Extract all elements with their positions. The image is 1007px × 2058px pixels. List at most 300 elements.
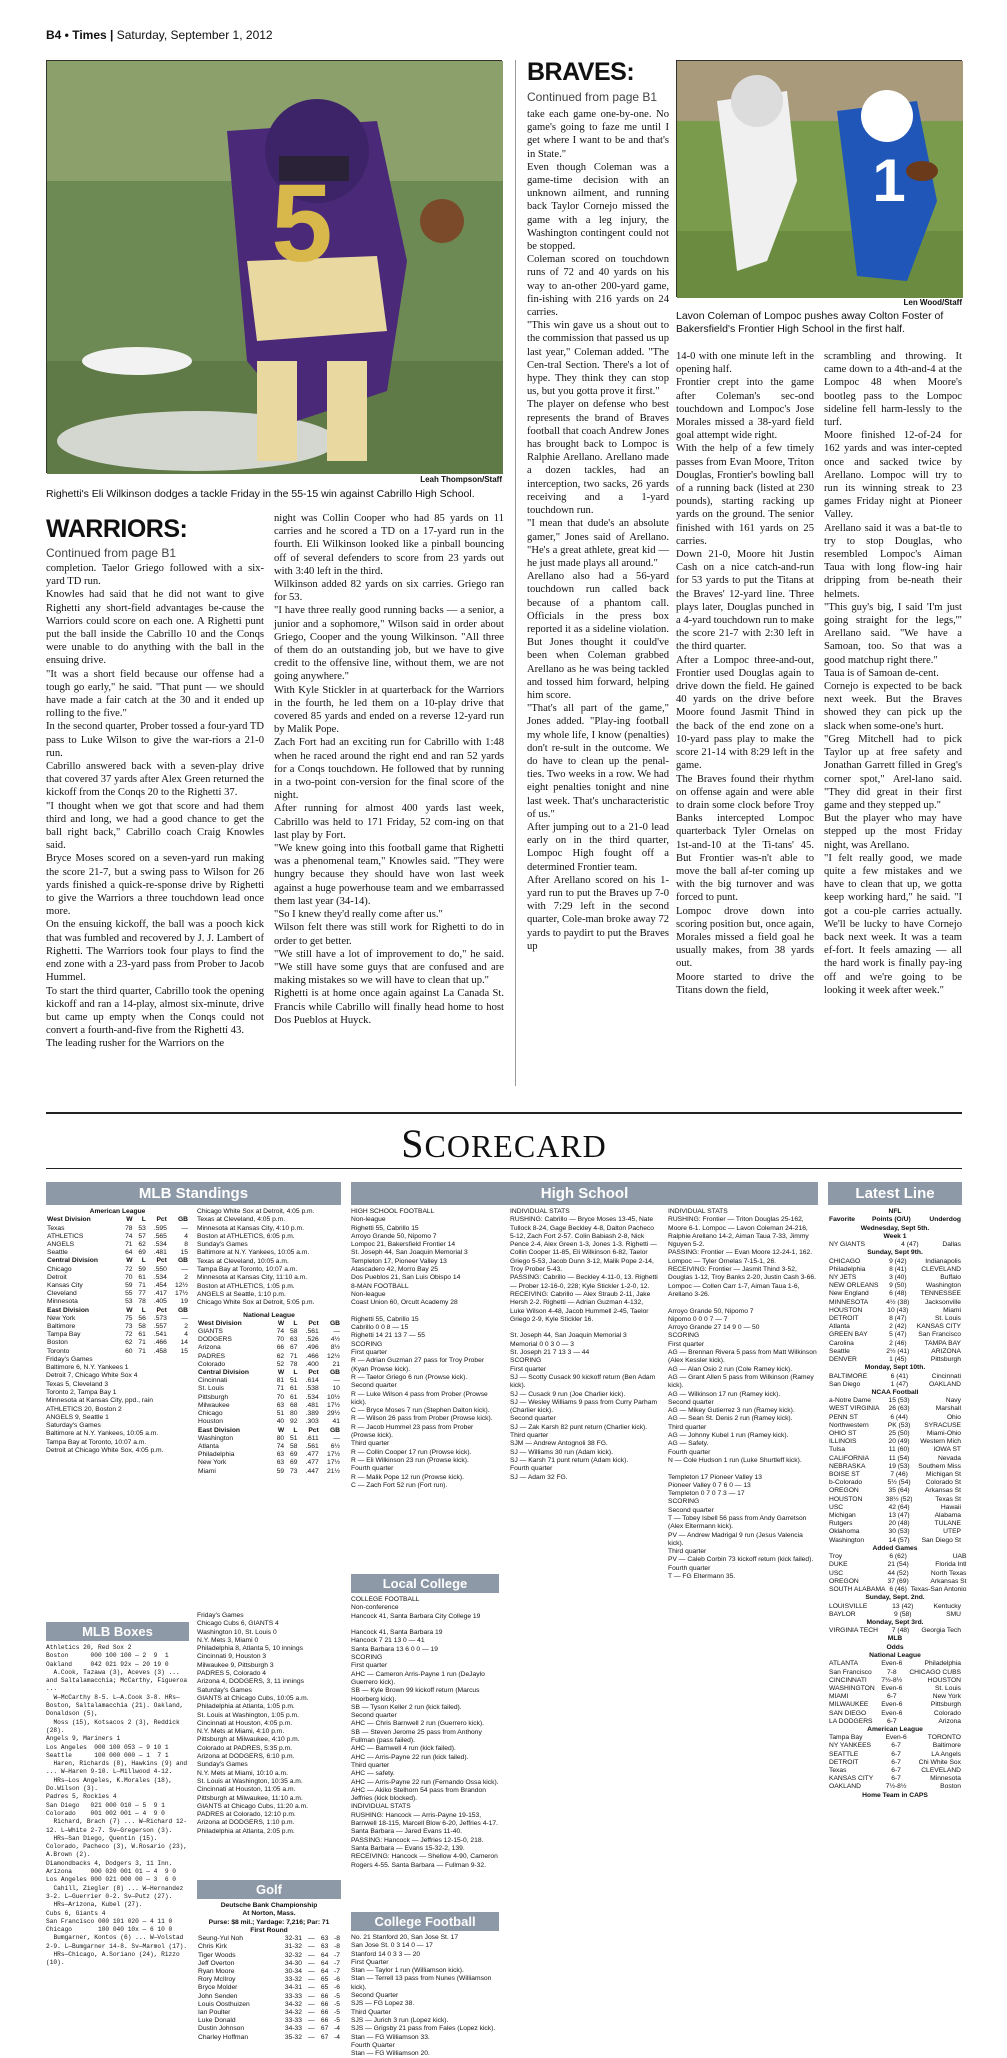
standings-row (46, 1282, 189, 1290)
standings-value: 63 (276, 1401, 285, 1409)
golf-leaderboard (197, 1935, 341, 2042)
points: 4½ (38) (886, 1298, 910, 1306)
golf-row (197, 1935, 341, 1943)
team-name: Arizona (198, 1344, 221, 1352)
underdog: San Diego St (921, 1536, 961, 1544)
standings-value: 92 (290, 1418, 298, 1426)
home-team-note: Home Team in CAPS (862, 1791, 928, 1799)
golfer-name: Rory McIlroy (198, 1976, 236, 1984)
standings-row (46, 1225, 189, 1233)
points: 19 (53) (888, 1462, 910, 1470)
odds-row (828, 1430, 962, 1438)
standings-value: 55 (125, 1290, 133, 1298)
standings-value: 80 (290, 1410, 298, 1418)
golfer-name: Bryce Molder (198, 1984, 238, 1992)
standings-value: 21 (332, 1360, 340, 1368)
golfer-name: Ian Poulter (198, 2009, 231, 2017)
underdog: Pittsburgh (930, 1701, 961, 1709)
points: 5 (47) (889, 1331, 907, 1339)
standings-value: .466 (153, 1339, 167, 1347)
favorite: New England (829, 1290, 869, 1298)
favorite: NY YANKEES (829, 1742, 872, 1750)
standings-row (197, 1418, 341, 1426)
favorite: CINCINNATI (829, 1676, 867, 1684)
college-football-text: No. 21 Stanford 20, San Jose St. 17 San Jose St. 0 3 14 0 — 17 Stanford 14 0 3 3 — 20 First Quarter Stan — Taylor 1 run (Williamson kick). Stan — Terrell 13 pass from Nunes (Williamson kick). Second Quarter SJS — FG Lopez 38. Third Quarter SJS — Jurich 3 run (Lopez kick). SJS — Grigsby 21 pass from Fales (Lopez kick). Stan — FG Williamson 33. Fourth Quarter Stan — FG Williamson 20. (351, 1934, 496, 2058)
odds-row (828, 1783, 962, 1791)
standings-value: 80 (276, 1434, 285, 1442)
golf-score: 30-34 (284, 1968, 302, 1975)
favorite: MINNESOTA (829, 1298, 869, 1306)
standings-value: .400 (305, 1360, 319, 1368)
division-name: Central Division (198, 1369, 249, 1377)
standings-value: 17½ (326, 1459, 340, 1467)
standings-value: 73 (125, 1322, 133, 1330)
golf-score: -7 (334, 1959, 340, 1967)
standings-row (197, 1459, 341, 1467)
standings-value: .389 (305, 1410, 319, 1418)
points: 14 (57) (888, 1536, 910, 1544)
points: PK (53) (887, 1421, 911, 1429)
golf-score: 33-33 (284, 1992, 302, 2000)
football-runner-photo (677, 61, 963, 298)
odds-group-title: Sunday, Sept 9th. (867, 1249, 923, 1257)
column-header: W (277, 1319, 285, 1327)
favorite: DUKE (829, 1561, 848, 1569)
odds-row (828, 1405, 962, 1413)
warriors-jump-line: Continued from page B1 (46, 546, 177, 560)
golf-score: 34-33 (284, 2025, 302, 2033)
favorite: DETROIT (829, 1758, 859, 1766)
standings-value: 78 (290, 1360, 298, 1368)
underdog: Boston (940, 1783, 961, 1791)
favorite: NEW ORLEANS (829, 1282, 879, 1290)
team-name: PADRES (198, 1352, 226, 1360)
standings-value: 63 (276, 1451, 285, 1459)
standings-row (197, 1435, 341, 1443)
standings-value: 61 (138, 1273, 146, 1281)
standings-row (197, 1443, 341, 1451)
standings-value: .481 (305, 1401, 319, 1409)
points: 8 (47) (889, 1315, 907, 1323)
mlb-boxes-panel (46, 1622, 189, 1641)
team-name: Cleveland (47, 1290, 77, 1298)
points: 38½ (52) (885, 1495, 913, 1503)
favorite: San Francisco (829, 1668, 872, 1676)
standings-row (197, 1361, 341, 1369)
odds-row (828, 1710, 962, 1718)
golf-score: 34-32 (284, 2000, 302, 2008)
column-header: GB (329, 1426, 340, 1434)
golf-score: -5 (334, 2009, 340, 2017)
standings-value: 74 (276, 1442, 285, 1450)
standings-value: 61 (138, 1331, 146, 1339)
standings-value: 71 (276, 1385, 285, 1393)
favorite: LOUISVILLE (829, 1602, 868, 1610)
standings-value: 17½ (174, 1290, 188, 1298)
points: 13 (47) (888, 1512, 910, 1520)
hs-col-2: INDIVIDUAL STATS RUSHING: Cabrillo — Bryce Moses 13-45, Nate Tullock 8-24, Gage Beckley 4-8, Dalton Pacheco 5-12, Zach Fort 2-57. Colin Babiash 2-8, Nick Pence 2-4, Alex Green 1-3, Jones 1-3. Righetti — Collin Cooper 11-85, Eli Wilkinson 6-82, Taelor Griego 5-53, Jacob Dunn 3-12, Malik Pope 2-14, Troy Prober 5-43. PASSING: Cabrillo — Beckley 4-11-0, 13. Righetti — Prober 12-16-0, 228; Kyle Stickler 1-2-0, 12. RECEIVING: Cabrillo — Alex Straub 2-11, Jake Hersh 2-2. Righetti — Adrian Guzman 4-132, Luke Wilson 4-48, Jacob Hummell 2-45, Taelor Griego 2-9, Kyle Stickler 16. St. Joseph 44, San Joaquin Memorial 3 Memorial 0 0 3 0 — 3 St. Joseph 21 7 13 3 — 44 SCORING First quarter SJ — Scotty Cusack 90 kickoff return (Ben Adam kick). SJ — Cusack 9 run (Joe Charlier kick). SJ — Wesley Williams 9 pass from Curry Parham (Charlier kick). Second quarter SJ — Zak Karsh 82 punt return (Charlier kick). Third quarter SJM — Andrew Antognoli 38 FG. SJ — Williams 30 run (Adam kick). SJ — Karsh 71 punt return (Adam kick). Fourth quarter SJ — Adam 32 FG. (510, 1208, 658, 1481)
golf-score: -5 (334, 2000, 340, 2008)
team-name: Milwaukee (198, 1401, 230, 1409)
standings-row (197, 1385, 341, 1393)
points: 37 (69) (887, 1577, 909, 1585)
standings-value: .561 (305, 1328, 319, 1336)
standings-value: 60 (125, 1347, 133, 1355)
favorite: BAYLOR (829, 1610, 856, 1618)
football-player-photo (47, 61, 503, 474)
golf-row (197, 1984, 341, 1992)
golf-score: 65 (320, 1976, 329, 1984)
odds-row (828, 1258, 962, 1266)
jersey-number: 5 (271, 162, 333, 285)
golf-score: 34-32 (284, 2009, 302, 2017)
golf-header: Golf (197, 1880, 341, 1899)
team-name: DODGERS (198, 1336, 232, 1344)
points: 6-7 (891, 1767, 901, 1775)
standings-value: .477 (305, 1451, 319, 1459)
points: Even-6 (881, 1701, 903, 1709)
standings-value: 77 (138, 1290, 146, 1298)
standings-value: .526 (305, 1336, 319, 1344)
column-header: W (277, 1369, 285, 1377)
standings-value: .458 (153, 1347, 167, 1355)
standings-value: .550 (153, 1265, 167, 1273)
team-name: Tampa Bay (47, 1331, 81, 1339)
odds-row (828, 1348, 962, 1356)
points: 25 (50) (888, 1430, 910, 1438)
standings-value: 61 (290, 1393, 298, 1401)
column-header: GB (329, 1369, 340, 1377)
favorite: CALIFORNIA (829, 1454, 870, 1462)
underdog: New York (932, 1693, 961, 1701)
points: 1 (45) (889, 1356, 907, 1364)
golf-row (197, 2034, 341, 2042)
odds-row (828, 1315, 962, 1323)
odds-row (828, 1340, 962, 1348)
favorite: LA DODGERS (829, 1717, 873, 1725)
standings-value: 51 (276, 1410, 285, 1418)
standings-value: 71 (125, 1240, 133, 1248)
team-name: Washington (198, 1434, 234, 1442)
golf-score: 66 (320, 2000, 329, 2008)
al-standings-table (46, 1216, 189, 1355)
underdog: Washington (925, 1282, 961, 1290)
points: 1 (47) (890, 1380, 909, 1388)
mlb-box-scores (46, 1644, 189, 2024)
standings-value: 4 (184, 1331, 188, 1339)
favorite: HOUSTON (829, 1495, 863, 1503)
braves-body-col-3: scrambling and throwing. It came down to a 4th-and-4 at the Lompoc 48 when Moore's bootleg pass to the Lompoc sideline fell harm-lessly to the turf. Moore finished 12-of-24 for 162 yards and was inter-cepted once and sacked twice by Arellano. Lompoc will try to run its winning streak to 23 games Friday night at Pioneer Valley. Arellano said it was a bat-tle to try to stop Douglas, who resembled Lompoc's Aiman Taua with long flow-ing hair dripping from be-neath their helmets. "This guy's big, I said 'I'm just going straight for the legs,'" Arellano said. "We have a Samoan, too. So that was a good matchup right there." Taua is of Samoan de-cent. Cornejo is expected to be back next week. But the Braves showed they can pick up the slack when some-one's hurt. "Greg Mitchell had to pick Taylor up at free safety and Jonathan Garrett filled in Greg's corner spot," Arel-lano said. "They did great in their first game and they stepped up." But the player who may have stepped up the most Friday night, was Arellano. "I felt really good, we made quite a few mistakes and we have to clean that up, we gotta keep working hard," he said. "I got a cou-ple carries actually. We'll be lucky to have Cornejo back next week. It was a team ef-fort. It feels amazing — all the hard work is finally pay-ing off and we're going to be looking it week after week." (824, 351, 962, 996)
standings-value: .565 (153, 1232, 167, 1240)
odds-row (828, 1241, 962, 1249)
golf-score: -4 (334, 2033, 340, 2041)
nfl-label: NFL (888, 1208, 902, 1215)
golf-score: 64 (320, 1959, 329, 1967)
favorite: SOUTH ALABAMA (829, 1586, 886, 1593)
odds-row (828, 1718, 962, 1726)
underdog: Florida Intl (935, 1561, 967, 1569)
column-header: L (293, 1369, 298, 1377)
underdog: Jacksonville (924, 1298, 961, 1306)
favorite: GREEN BAY (829, 1331, 868, 1339)
odds-row (828, 1290, 962, 1298)
team-name: Kansas City (47, 1281, 83, 1289)
underdog: Texas-San Antonio (910, 1586, 967, 1593)
standings-row (197, 1394, 341, 1402)
standings-value: 2 (184, 1273, 188, 1281)
golf-score: — (307, 2000, 315, 2008)
golf-score: -5 (334, 1992, 340, 2000)
standings-value: 70 (125, 1273, 133, 1281)
points: 7½-8½ (881, 1676, 903, 1684)
division-name: West Division (47, 1216, 91, 1224)
team-name: ATHLETICS (47, 1232, 84, 1240)
nl-results (197, 1612, 341, 1877)
standings-value: 71 (138, 1339, 146, 1347)
favorite: Troy (829, 1553, 843, 1561)
standings-value: 10 (332, 1385, 340, 1393)
standings-value: 70 (276, 1336, 285, 1344)
underdog: Michigan St (926, 1471, 961, 1479)
golf-score: -4 (334, 2025, 340, 2033)
points: 6-7 (886, 1693, 897, 1701)
golf-score: 67 (320, 2025, 329, 2033)
points: 35 (64) (888, 1487, 910, 1495)
standings-value: 56 (138, 1314, 146, 1322)
high-school-panel (351, 1182, 818, 1205)
favorite: SAN DIEGO (829, 1709, 867, 1717)
underdog: TULANE (934, 1520, 961, 1528)
standings-row (46, 1315, 189, 1323)
team-name: Atlanta (198, 1442, 219, 1450)
standings-row (46, 1290, 189, 1298)
odds-row (828, 1455, 962, 1463)
favorite: Texas (829, 1767, 847, 1775)
local-college-header: Local College (351, 1574, 499, 1593)
favorite: HOUSTON (829, 1306, 863, 1314)
favorite: Oklahoma (829, 1528, 860, 1536)
scorecard-title: SCORECARD (401, 1121, 607, 1166)
mlb-odds-title: MLB (887, 1635, 903, 1643)
standings-value: 62 (138, 1240, 146, 1248)
standings-row (46, 1249, 189, 1257)
favorite: Seattle (829, 1347, 850, 1355)
latest-line-panel (828, 1182, 962, 1205)
page-number: B4 (46, 28, 62, 42)
favorite: USC (829, 1569, 844, 1577)
standings-value: 74 (125, 1232, 133, 1240)
column-header: GB (177, 1257, 188, 1265)
standings-value: 63 (290, 1336, 298, 1344)
page-folio: B4 • Times | Saturday, September 1, 2012 (46, 28, 273, 42)
golf-row (197, 1976, 341, 1984)
standings-value: 12½ (174, 1281, 188, 1289)
division-header (197, 1369, 341, 1377)
favorite: BALTIMORE (829, 1372, 868, 1380)
standings-value: 8 (184, 1240, 188, 1248)
points: 2 (46) (889, 1339, 907, 1347)
odds-row (828, 1414, 962, 1422)
favorite: San Diego (829, 1380, 861, 1388)
points: 3 (40) (889, 1274, 907, 1281)
standings-value: .417 (153, 1290, 167, 1298)
al-standings (46, 1208, 189, 1618)
standings-value: .447 (305, 1467, 319, 1475)
points: 7 (46) (890, 1471, 908, 1479)
team-name: New York (47, 1314, 76, 1322)
golf-score: 35-32 (284, 2033, 302, 2041)
team-name: Chicago (198, 1410, 223, 1418)
underdog: Texas St (935, 1495, 961, 1503)
points: 20 (49) (888, 1438, 910, 1446)
golf-row (197, 1952, 341, 1960)
standings-row (46, 1339, 189, 1347)
standings-value: .477 (305, 1459, 319, 1467)
standings-value: 52 (276, 1360, 285, 1368)
golf-row (197, 1943, 341, 1951)
odds-row (828, 1685, 962, 1693)
underdog: UAB (952, 1553, 967, 1561)
standings-value: .534 (153, 1240, 167, 1248)
standings-value: 4 (184, 1232, 188, 1240)
standings-value: .454 (153, 1281, 167, 1289)
standings-value: 71 (290, 1352, 298, 1360)
odds-row (828, 1266, 962, 1274)
standings-value: 8½ (330, 1344, 340, 1352)
underdog: SMU (946, 1610, 961, 1618)
odds-row (828, 1356, 962, 1364)
points: 6 (48) (889, 1290, 907, 1298)
hs-col-1: HIGH SCHOOL FOOTBALL Non-league Righetti 55, Cabrillo 15 Arroyo Grande 50, Nipomo 7 Lompoc 21, Bakersfield Frontier 14 St. Joseph 44, San Joaquin Memorial 3 Templeton 17, Pioneer Valley 13 Atascadero 42, Morro Bay 25 Dos Pueblos 21, San Luis Obispo 14 8-MAN FOOTBALL Non-league Coast Union 60, Orcutt Academy 28 Righetti 55, Cabrillo 15 Cabrillo 0 0 8 — 15 Righetti 14 21 13 7 — 55 SCORING First quarter R — Adrian Guzman 27 pass for Troy Prober (Kyan Prowse kick). R — Taelor Griego 6 run (Prowse kick). Second quarter R — Luke Wilson 4 pass from Prober (Prowse kick). C — Bryce Moses 7 run (Stephen Dalton kick). R — Wilson 26 pass from Prober (Prowse kick). R — Jacob Hummel 23 pass from Prober (Prowse kick). Third quarter R — Collin Cooper 17 run (Prowse kick). R — Eli Wilkinson 23 run (Prowse kick). Fourth quarter R — Malik Pope 12 run (Prowse kick). C — Zach Fort 52 run (Fort run). (351, 1208, 493, 1489)
odds-row (828, 1578, 967, 1586)
odds-row (828, 1504, 962, 1512)
golf-score: 33-32 (284, 1976, 302, 1984)
odds-row (828, 1734, 962, 1742)
golf-event-location: At Norton, Mass. (242, 1910, 296, 1918)
standings-value: 59 (138, 1265, 146, 1273)
standings-value: — (181, 1265, 188, 1273)
scorecard-bottom-rule (46, 1168, 962, 1169)
golf-score: 34-31 (284, 1984, 302, 1992)
standings-value: 66 (276, 1344, 285, 1352)
photo-cutline-right: Lavon Coleman of Lompoc pushes away Colton Foster of Bakersfield's Frontier High School in the first half. (676, 310, 944, 335)
underdog: KANSAS CITY (916, 1323, 961, 1331)
underdog: Nevada (937, 1454, 961, 1462)
underdog: IOWA ST (933, 1446, 961, 1454)
favorite: NEBRASKA (829, 1462, 866, 1470)
golf-row (197, 2001, 341, 2009)
runner-jersey-number: 1 (872, 147, 906, 214)
odds-row (828, 1299, 962, 1307)
points: 9 (58) (894, 1610, 912, 1618)
column-header: Pct (308, 1426, 319, 1434)
standings-row (46, 1331, 189, 1339)
team-name: New York (198, 1459, 227, 1467)
standings-value: 21½ (326, 1467, 340, 1475)
team-name: Pittsburgh (198, 1393, 229, 1401)
favorite: SEATTLE (829, 1750, 859, 1758)
division-header (197, 1427, 341, 1435)
standings-value: 19 (180, 1298, 188, 1306)
points: Even-6 (881, 1660, 903, 1668)
standings-value: .557 (153, 1322, 167, 1330)
odds-table (828, 1660, 962, 1726)
standings-value: 62 (276, 1352, 285, 1360)
odds-table (828, 1241, 962, 1249)
golf-score: 64 (320, 1951, 329, 1959)
points: 44 (52) (887, 1569, 909, 1577)
column-header: L (141, 1257, 146, 1265)
golf-score: 31-32 (284, 1943, 302, 1951)
golf-score: -8 (334, 1943, 340, 1951)
points: Even-6 (881, 1709, 903, 1717)
monday-title: Monday, Sept 3rd. (866, 1618, 924, 1626)
favorite: USC (829, 1503, 844, 1511)
odds-row (828, 1603, 962, 1611)
golf-row (197, 2017, 341, 2025)
standings-value: 58 (290, 1328, 298, 1336)
odds-group-title: Wednesday, Sept 5th. (860, 1224, 930, 1232)
points: Even-6 (885, 1734, 907, 1742)
standings-value: .561 (305, 1442, 319, 1450)
column-header: Pct (156, 1257, 167, 1265)
scorecard-top-rule (46, 1112, 962, 1114)
golf-score: -7 (334, 1951, 340, 1959)
odds-row (828, 1553, 967, 1561)
underdog: Philadelphia (924, 1660, 961, 1668)
favorite: OHIO ST (829, 1430, 857, 1438)
odds-row (828, 1693, 962, 1701)
odds-row (828, 1627, 962, 1635)
odds-table (828, 1734, 962, 1791)
standings-value: 64 (125, 1249, 133, 1257)
underdog: Arizona (938, 1717, 961, 1725)
underdog: Hawaii (940, 1503, 961, 1511)
golf-score: -5 (334, 2017, 340, 2025)
team-name: Baltimore (47, 1322, 76, 1330)
standings-value: 69 (290, 1451, 298, 1459)
golf-score: 66 (320, 2009, 329, 2017)
odds-row (828, 1422, 962, 1430)
standings-value: 78 (138, 1298, 146, 1306)
standings-value: — (333, 1377, 340, 1385)
standings-value: — (181, 1224, 188, 1232)
points: 21 (54) (887, 1561, 909, 1569)
points: 2 (42) (889, 1323, 907, 1331)
underdog: Chi White Sox (918, 1758, 961, 1766)
underdog: Navy (945, 1397, 961, 1405)
golf-event-title: Deutsche Bank Championship (220, 1902, 318, 1909)
standings-value: — (333, 1328, 340, 1336)
golfer-name: Jeff Overton (198, 1959, 235, 1967)
favorite: NY JETS (829, 1274, 857, 1281)
standings-value: 63 (276, 1459, 285, 1467)
column-divider (515, 60, 516, 1086)
standings-value: 29½ (326, 1410, 340, 1418)
standings-value: .611 (306, 1434, 319, 1442)
standings-value: .595 (153, 1224, 167, 1232)
standings-value: .466 (305, 1352, 319, 1360)
odds-row (828, 1520, 962, 1528)
standings-value: 78 (125, 1224, 133, 1232)
team-name: Boston (47, 1339, 68, 1347)
latest-line-odds (828, 1208, 967, 2054)
underdog: CLEVELAND (921, 1265, 961, 1273)
underdog: Alabama (934, 1512, 961, 1520)
standings-row (197, 1468, 341, 1476)
standings-value: 69 (138, 1249, 146, 1257)
points: 20 (48) (888, 1520, 910, 1528)
